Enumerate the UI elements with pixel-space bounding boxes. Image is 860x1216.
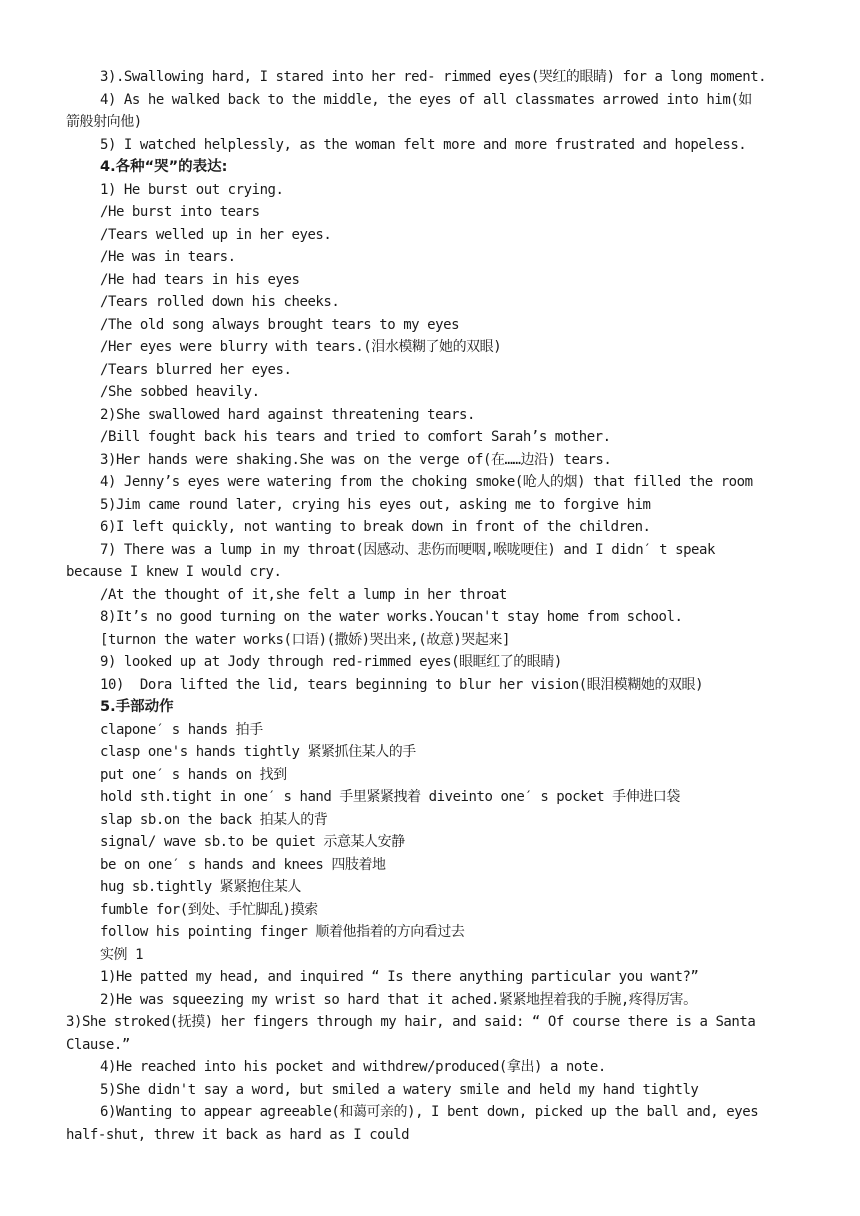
- text-line: /The old song always brought tears to my eyes: [100, 316, 460, 333]
- document-body: [66, 66, 796, 1146]
- text-line: Clause.”: [66, 1036, 130, 1053]
- text-line: /He burst into tears: [100, 204, 260, 220]
- text-line: /He had tears in his eyes: [100, 271, 300, 288]
- text-line: slap sb.on the back 拍某人的背: [100, 811, 328, 828]
- text-line: clasp one's hands tightly 紧紧抓住某人的手: [100, 744, 416, 760]
- text-line: put one′ s hands on 找到: [100, 766, 287, 783]
- text-line: 箭般射向他): [66, 114, 142, 130]
- text-line: 4) As he walked back to the middle, the eyes of all classmates arrowed into him(如: [100, 91, 752, 108]
- text-line: hold sth.tight in one′ s hand 手里紧紧拽着 diveinto one′ s pocket 手伸进口袋: [100, 789, 680, 805]
- text-line: /At the thought of it,she felt a lump in her throat: [100, 586, 507, 603]
- text-line: 3).Swallowing hard, I stared into her red- rimmed eyes(哭红的眼睛) for a long moment.: [100, 69, 767, 85]
- text-line: /He was in tears.: [100, 249, 236, 265]
- text-line: 5)She didn't say a word, but smiled a watery smile and held my hand tightly: [100, 1081, 699, 1098]
- text-line: 1) He burst out crying.: [100, 181, 284, 198]
- text-line: hug sb.tightly 紧紧抱住某人: [100, 879, 301, 895]
- text-line: 3)She stroked(抚摸) her fingers through my hair, and said: “ Of course there is a Santa: [66, 1014, 756, 1030]
- text-line: 4) Jenny’s eyes were watering from the choking smoke(呛人的烟) that filled the room: [100, 474, 753, 490]
- text-line: 7) There was a lump in my throat(因感动、悲伤而哽咽,喉咙哽住) and I didn′ t speak: [100, 541, 715, 558]
- text-line: follow his pointing finger 顺着他指着的方向看过去: [100, 924, 465, 940]
- text-line: 1)He patted my head, and inquired “ Is there anything particular you want?”: [100, 969, 699, 985]
- text-line: /Tears rolled down his cheeks.: [100, 294, 340, 310]
- text-line: 2)He was squeezing my wrist so hard that it ached.紧紧地捏着我的手腕,疼得厉害。: [100, 991, 697, 1008]
- text-line: 5) I watched helplessly, as the woman felt more and more frustrated and hopeless.: [100, 136, 747, 153]
- text-line: 实例 1: [100, 946, 144, 963]
- text-line: half-shut, threw it back as hard as I could: [66, 1126, 410, 1143]
- text-line: 3)Her hands were shaking.She was on the verge of(在……边沿) tears.: [100, 451, 612, 468]
- text-line: [turnon the water works(口语)(撒娇)哭出来,(故意)哭起来]: [100, 631, 510, 648]
- text-line: 5)Jim came round later, crying his eyes out, asking me to forgive him: [100, 496, 651, 513]
- text-line: /Tears blurred her eyes.: [100, 361, 292, 378]
- text-line: 4)He reached into his pocket and withdrew/produced(拿出) a note.: [100, 1059, 606, 1075]
- text-line: /Her eyes were blurry with tears.(泪水模糊了她的双眼): [100, 339, 502, 355]
- text-line: fumble for(到处、手忙脚乱)摸索: [100, 901, 318, 918]
- text-line: /She sobbed heavily.: [100, 384, 260, 400]
- text-line: clapone′ s hands 拍手: [100, 721, 263, 738]
- text-line: 2)She swallowed hard against threatening tears.: [100, 406, 475, 423]
- text-line: be on one′ s hands and knees 四肢着地: [100, 856, 386, 873]
- text-line: 8)It’s no good turning on the water works.Youcan't stay home from school.: [100, 609, 683, 625]
- text-line: because I knew I would cry.: [66, 564, 282, 580]
- text-line: /Tears welled up in her eyes.: [100, 226, 332, 243]
- text-line: signal/ wave sb.to be quiet 示意某人安静: [100, 834, 405, 850]
- text-line: 6)I left quickly, not wanting to break down in front of the children.: [100, 519, 651, 535]
- section-heading: 5.手部动作: [100, 699, 174, 715]
- section-heading: 4.各种“哭”的表达:: [100, 159, 228, 175]
- text-line: /Bill fought back his tears and tried to comfort Sarah’s mother.: [100, 429, 611, 445]
- text-line: 9) looked up at Jody through red-rimmed eyes(眼眶红了的眼睛): [100, 654, 562, 670]
- text-line: 6)Wanting to appear agreeable(和蔼可亲的), I bent down, picked up the ball and, eyes: [100, 1104, 759, 1120]
- text-line: 10) Dora lifted the lid, tears beginning to blur her vision(眼泪模糊她的双眼): [100, 676, 704, 693]
